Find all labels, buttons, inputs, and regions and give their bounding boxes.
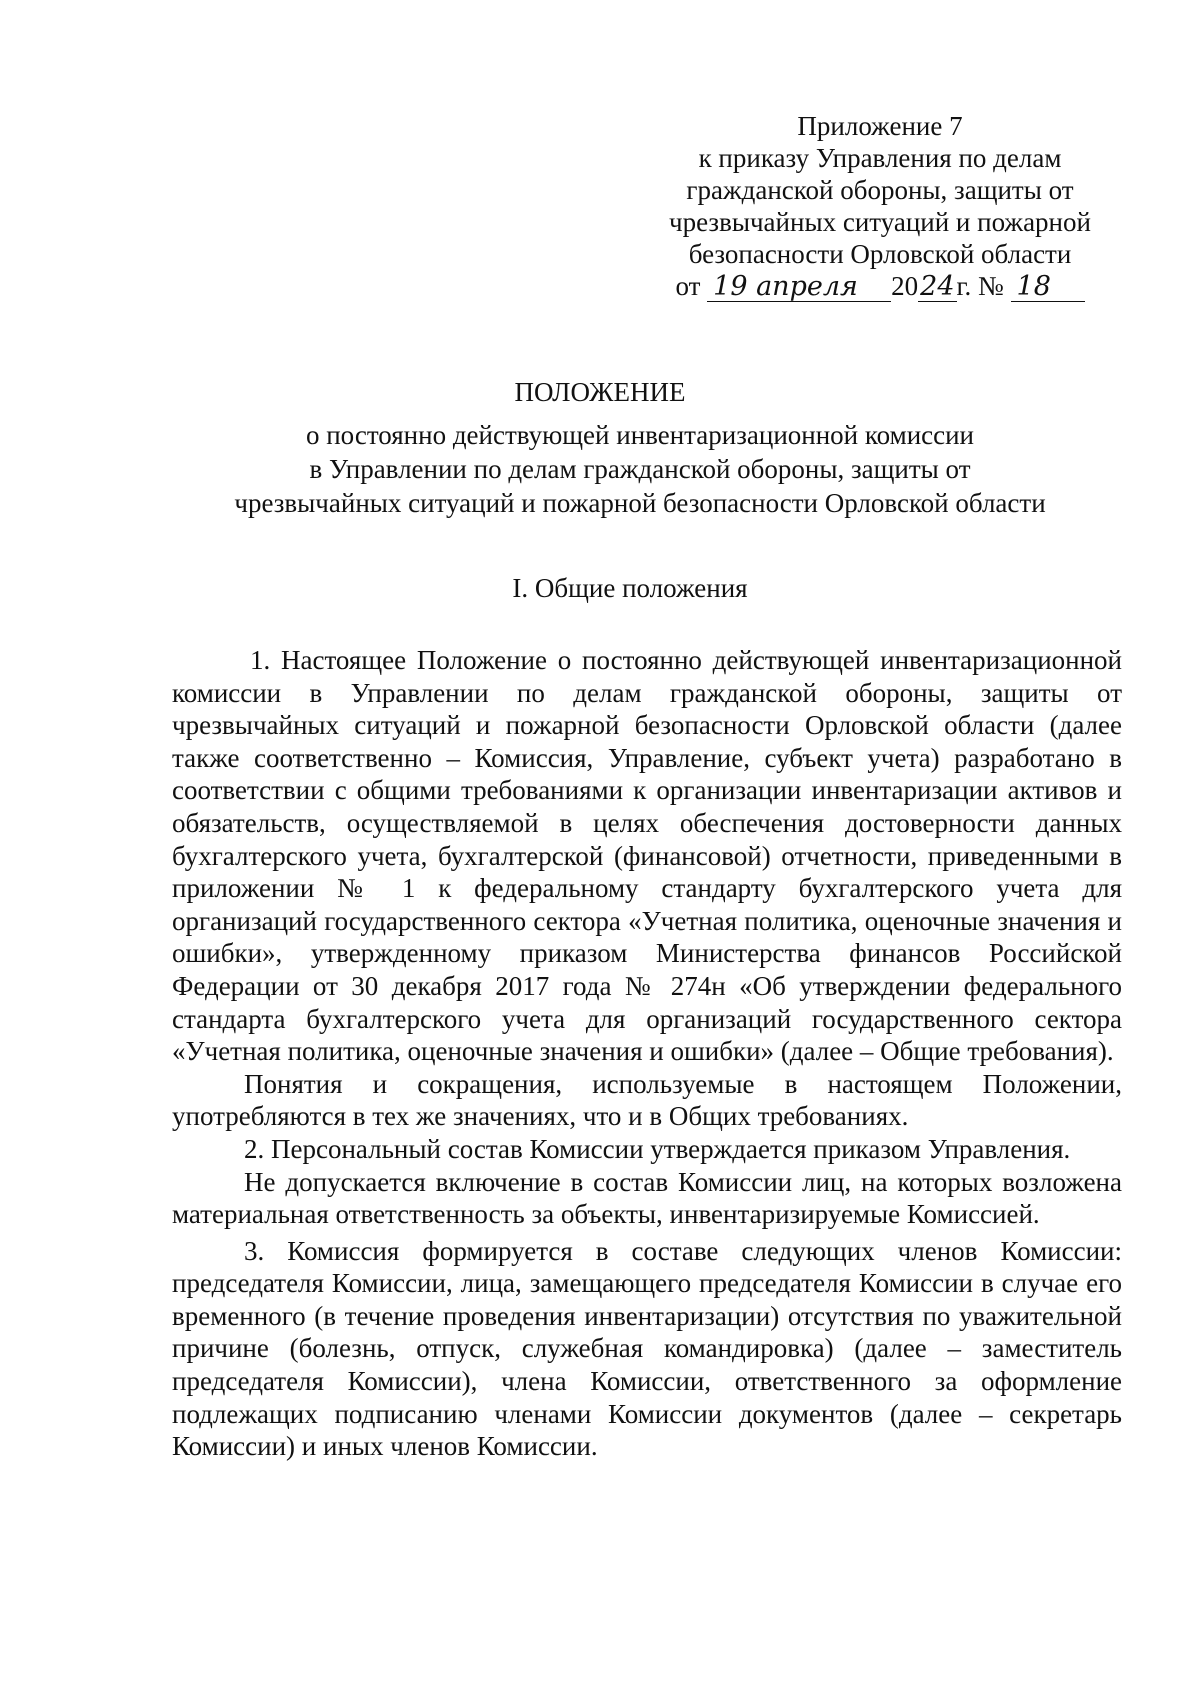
- appendix-block: [640, 110, 1120, 302]
- appendix-line: безопасности Орловской области: [688, 239, 1072, 269]
- paragraph-terms: Понятия и сокращения, используемые в настоящем Положении, употребляются в тех же значениях, что и в Общих требованиях.: [172, 1068, 1122, 1132]
- subtitle-line: в Управлении по делам гражданской обороны, защиты от: [309, 454, 971, 484]
- paragraph-2: 2. Персональный состав Комиссии утверждается приказом Управления.: [244, 1133, 1071, 1164]
- section-heading: I. Общие положения: [512, 573, 748, 603]
- handwritten-date: 19 апреля: [707, 273, 891, 302]
- subtitle-line: чрезвычайных ситуаций и пожарной безопасности Орловской области: [234, 488, 1046, 518]
- subtitle-line: о постоянно действующей инвентаризационной комиссии: [305, 420, 975, 450]
- order-date-line: [640, 270, 1120, 302]
- document-title: ПОЛОЖЕНИЕ: [514, 377, 686, 407]
- document-body: [172, 644, 1122, 1463]
- appendix-line: гражданской обороны, защиты от: [686, 175, 1074, 205]
- handwritten-order-number: 18: [1011, 273, 1085, 302]
- paragraph-3: 3. Комиссия формируется в составе следующих членов Комиссии: председателя Комиссии, лица, замещающего председателя Комиссии в случае его временного (в течение проведения инвентаризации) отсутствия по уважительной причине (болезнь, отпуск, служебная командировка) (далее – заместитель председателя Комиссии), члена Комиссии, ответственного за оформление подлежащих подписанию членами Комиссии документов (далее – секретарь Комиссии) и иных членов Комиссии.: [172, 1235, 1122, 1462]
- date-prefix: от: [675, 271, 701, 301]
- year-prefix: 20: [891, 271, 919, 301]
- handwritten-year: 24: [920, 271, 955, 302]
- appendix-line: чрезвычайных ситуаций и пожарной: [669, 207, 1091, 237]
- appendix-title: Приложение 7: [797, 111, 963, 141]
- paragraph-exclusion: Не допускается включение в состав Комиссии лиц, на которых возложена материальная ответственность за объекты, инвентаризируемые Комиссией.: [172, 1166, 1122, 1230]
- number-prefix: г. №: [956, 271, 1004, 301]
- paragraph-1: 1. Настоящее Положение о постоянно действующей инвентаризационной комиссии в Управлении по делам гражданской обороны, защиты от чрезвычайных ситуаций и пожарной безопасности Орловской области (далее также соответственно – Комиссия, Управление, субъект учета) разработано в соответствии с общими требованиями к организации инвентаризации активов и обязательств, осуществляемой в целях обеспечения достоверности данных бухгалтерского учета, бухгалтерской (финансовой) отчетности, приведенными в приложении № 1 к федеральному стандарту бухгалтерского учета для организаций государственного сектора «Учетная политика, оценочные значения и ошибки», утвержденному приказом Министерства финансов Российской Федерации от 30 декабря 2017 года № 274н «Об утверждении федерального стандарта бухгалтерского учета для организаций государственного сектора «Учетная политика, оценочные значения и ошибки» (далее – Общие требования).: [172, 645, 1122, 1067]
- document-subtitle: [170, 418, 1110, 520]
- appendix-line: к приказу Управления по делам: [698, 143, 1062, 173]
